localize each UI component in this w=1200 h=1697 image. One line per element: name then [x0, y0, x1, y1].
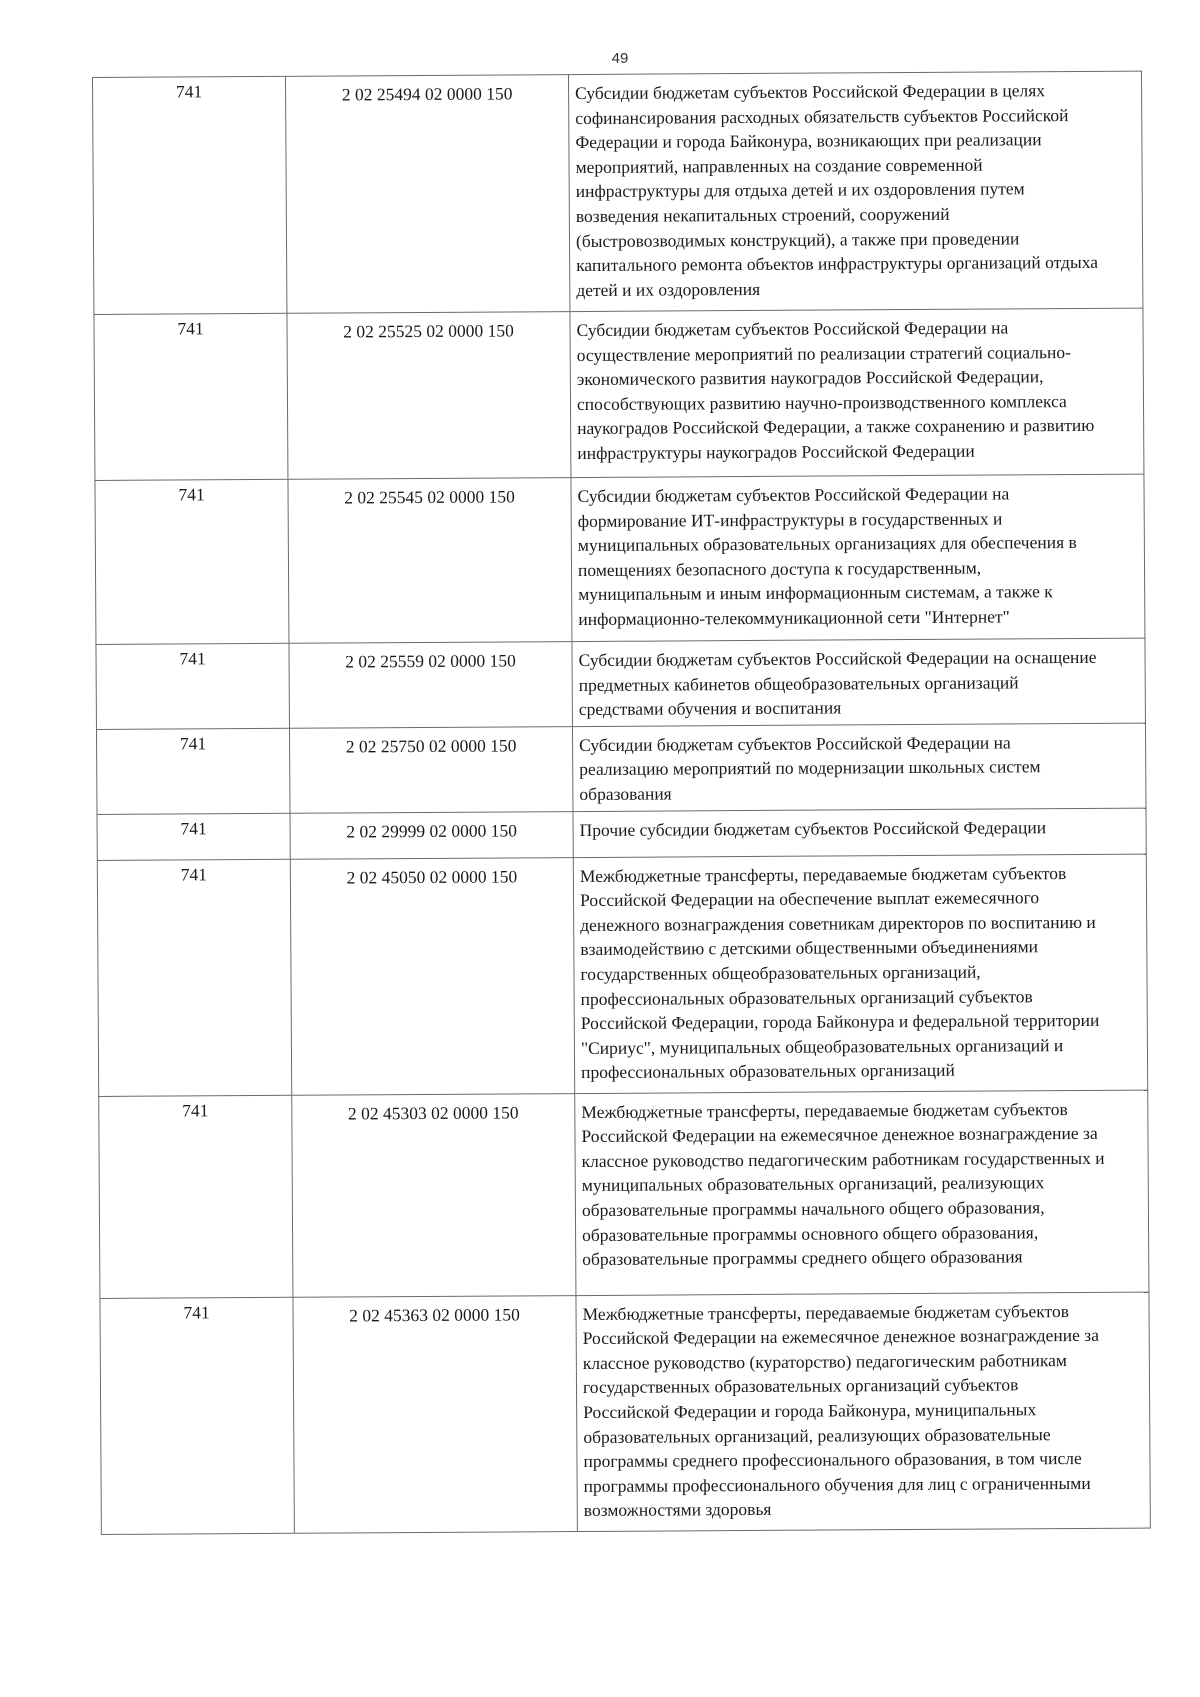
budget-code-cell: 2 02 25750 02 0000 150 — [289, 726, 573, 813]
description-text: Субсидии бюджетам субъектов Российской Федерации на оснащение предметных кабинетов общеобразовательных организаций средствами обучения и воспитания — [578, 646, 1097, 720]
table-row — [96, 638, 1145, 729]
description-text: Межбюджетные трансферты, передаваемые бюджетам субъектов Российской Федерации на обеспечение выплат ежемесячного денежного вознаграждения советникам директоров по воспитанию и взаимодействию с детскими общественными объединениями государственных общеобразовательных организаций, профессиональных образовательных организаций субъектов Российской Федерации, города Байконура и федеральной территории "Сириус", муниципальных общеобразовательных организаций и профессиональных образовательных организаций — [579, 862, 1100, 1083]
budget-codes-table — [92, 71, 1151, 1535]
description-cell — [570, 308, 1144, 477]
admin-code-cell: 741 — [96, 728, 290, 814]
budget-code-cell: 2 02 45050 02 0000 150 — [290, 857, 574, 1095]
description-cell — [572, 638, 1146, 726]
description-cell — [568, 71, 1142, 311]
table-row — [96, 723, 1145, 814]
table-row — [100, 1292, 1150, 1534]
table-row — [97, 854, 1147, 1096]
table-row — [93, 71, 1143, 314]
budget-code-cell: 2 02 25494 02 0000 150 — [285, 75, 569, 314]
admin-code-cell: 741 — [97, 859, 291, 1096]
admin-code-cell: 741 — [100, 1297, 294, 1534]
description-cell — [571, 474, 1145, 641]
admin-code-cell: 741 — [93, 76, 287, 314]
budget-code-cell: 2 02 25545 02 0000 150 — [288, 478, 572, 644]
admin-code-cell: 741 — [99, 1095, 293, 1298]
budget-code-cell: 2 02 29999 02 0000 150 — [290, 811, 573, 859]
description-cell — [575, 1090, 1149, 1295]
table-row — [99, 1090, 1149, 1298]
description-cell — [576, 1292, 1150, 1531]
description-text: Межбюджетные трансферты, передаваемые бюджетам субъектов Российской Федерации на ежемесячное денежное вознаграждение за классное руководство педагогическим работникам государственных и муниципальных образовательных организаций, реализующих образовательные программы начального общего образования, образовательные программы основного общего образования, образовательные программы среднего общего образования — [581, 1098, 1105, 1270]
table-row — [94, 308, 1144, 480]
description-text: Прочие субсидии бюджетам субъектов Российской Федерации — [579, 816, 1047, 840]
admin-code-cell: 741 — [96, 643, 290, 729]
description-text: Субсидии бюджетам субъектов Российской Федерации на реализацию мероприятий по модернизации школьных систем образования — [579, 732, 1041, 805]
admin-code-cell: 741 — [97, 813, 290, 860]
description-cell — [573, 854, 1147, 1093]
budget-code-cell: 2 02 45303 02 0000 150 — [292, 1093, 576, 1297]
admin-code-cell: 741 — [95, 479, 289, 644]
description-text: Межбюджетные трансферты, передаваемые бюджетам субъектов Российской Федерации на ежемесячное денежное вознаграждение за классное руководство (кураторство) педагогическим работникам государственных образовательных организаций субъектов Российской Федерации и города Байконура, муниципальных образовательных организаций, реализующих образовательные программы среднего профессионального образования, в том числе программы профессионального обучения для лиц с ограниченными возможностями здоровья — [582, 1300, 1099, 1521]
description-cell — [572, 723, 1146, 811]
table-row — [95, 474, 1145, 644]
budget-code-cell: 2 02 25525 02 0000 150 — [287, 312, 571, 480]
description-text: Субсидии бюджетам субъектов Российской Федерации в целях софинансирования расходных обязательств субъектов Российской Федерации и города Байконура, возникающих при реализации мероприятий, направленных на создание современной инфраструктуры для отдыха детей и их оздоровления путем возведения некапитальных строений, сооружений (быстровозводимых конструкций), а также при проведении капитального ремонта объектов инфраструктуры организаций отдыха детей и их оздоровления — [575, 80, 1099, 300]
page-number: 49 — [611, 50, 629, 67]
description-cell — [573, 808, 1146, 857]
budget-code-cell: 2 02 45363 02 0000 150 — [293, 1295, 577, 1533]
description-text: Субсидии бюджетам субъектов Российской Федерации на формирование ИТ-инфраструктуры в государственных и муниципальных образовательных организациях для обеспечения в помещениях безопасного доступа к государственным, муниципальным и иным информационным системам, а также к информационно-телекоммуникационной сети "Интернет" — [577, 483, 1077, 630]
description-text: Субсидии бюджетам субъектов Российской Федерации на осуществление мероприятий по реализации стратегий социально- экономического развития наукоградов Российской Федерации, способствующих развитию научно-производственного комплекса наукоградов Российской Федерации, а также сохранению и развитию инфраструктуры наукоградов Российской Федерации — [576, 317, 1095, 464]
table-row — [97, 808, 1146, 860]
budget-code-cell: 2 02 25559 02 0000 150 — [289, 642, 573, 729]
admin-code-cell: 741 — [94, 313, 288, 480]
